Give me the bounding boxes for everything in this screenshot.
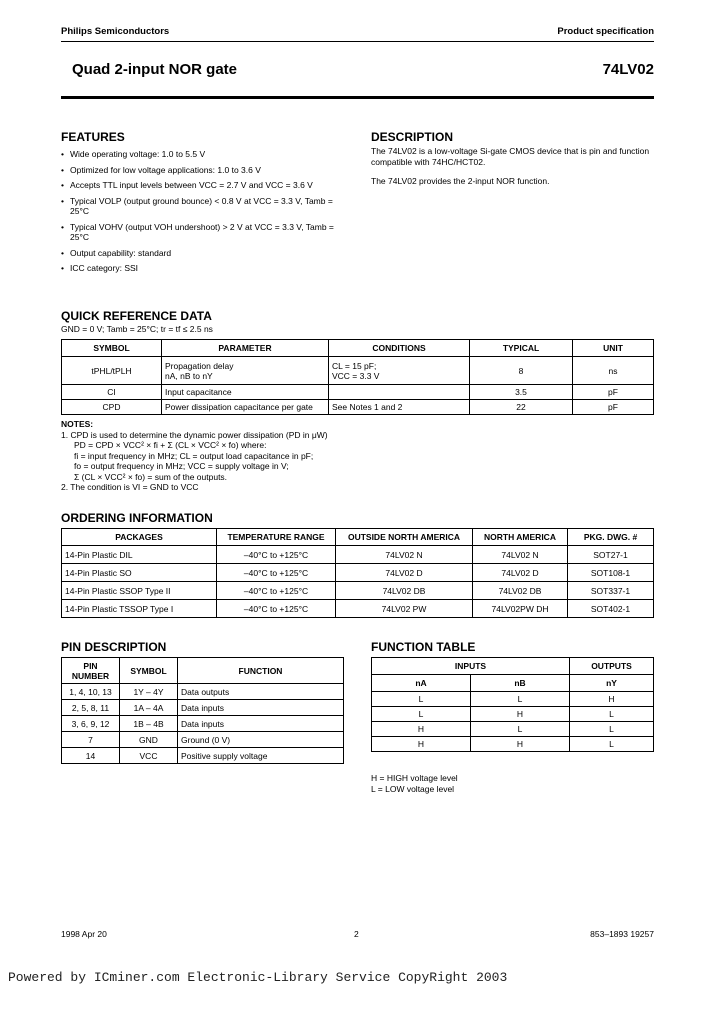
- cell: –40°C to +125°C: [217, 582, 336, 600]
- footer-code: 853–1893 19257: [590, 929, 654, 939]
- col-header: nY: [570, 675, 654, 692]
- col-header: OUTSIDE NORTH AMERICA: [336, 529, 473, 546]
- quick-ref-conditions: GND = 0 V; Tamb = 25°C; tr = tf ≤ 2.5 ns: [61, 324, 213, 334]
- cell: 74LV02 DB: [336, 582, 473, 600]
- description-para-2: The 74LV02 provides the 2-input NOR function.: [371, 176, 550, 186]
- quick-ref-heading: QUICK REFERENCE DATA: [61, 309, 212, 323]
- cell: Power dissipation capacitance per gate: [162, 400, 329, 415]
- cell: [329, 385, 470, 400]
- col-header: FUNCTION: [178, 658, 344, 684]
- table-row: [62, 400, 654, 415]
- features-list: [61, 149, 346, 279]
- inputs-group-header: INPUTS: [372, 658, 570, 675]
- cell: Input capacitance: [162, 385, 329, 400]
- cell: 8: [470, 357, 573, 385]
- cell: L: [570, 722, 654, 737]
- cell: H: [372, 722, 471, 737]
- cell: 7: [62, 732, 120, 748]
- part-number: 74LV02: [602, 61, 654, 78]
- cell: L: [570, 737, 654, 752]
- table-row: [372, 737, 654, 752]
- company-name: Philips Semiconductors: [61, 26, 170, 37]
- col-header: SYMBOL: [120, 658, 178, 684]
- cell: Data inputs: [178, 700, 344, 716]
- feature-item: • Wide operating voltage: 1.0 to 5.5 V: [61, 149, 346, 160]
- table-row: [62, 700, 344, 716]
- table-row: [62, 546, 654, 564]
- pin-description-table: [61, 657, 344, 764]
- note-line: 2. The condition is VI = GND to VCC: [61, 482, 199, 492]
- feature-item: • ICC category: SSI: [61, 263, 346, 274]
- cell: Data inputs: [178, 716, 344, 732]
- table-row: [62, 600, 654, 618]
- quick-ref-table: [61, 339, 654, 415]
- page-title: Quad 2-input NOR gate: [72, 61, 237, 78]
- cell: Positive supply voltage: [178, 748, 344, 764]
- cell: SOT108-1: [568, 564, 654, 582]
- col-header: nA: [372, 675, 471, 692]
- cell: CL = 15 pF; VCC = 3.3 V: [329, 357, 470, 385]
- cell: 74LV02 D: [336, 564, 473, 582]
- description-para-1: The 74LV02 is a low-voltage Si-gate CMOS device that is pin and function compatible with 74HC/HCT02.: [371, 146, 650, 167]
- cell: L: [471, 722, 570, 737]
- ordering-table: [61, 528, 654, 618]
- table-row: [372, 722, 654, 737]
- cell: VCC: [120, 748, 178, 764]
- col-header: TYPICAL: [470, 340, 573, 357]
- col-header: NORTH AMERICA: [473, 529, 568, 546]
- footer-date: 1998 Apr 20: [61, 929, 107, 939]
- cell: –40°C to +125°C: [217, 564, 336, 582]
- function-table: [371, 657, 654, 752]
- cell: pF: [573, 400, 654, 415]
- cell: 14-Pin Plastic TSSOP Type I: [62, 600, 217, 618]
- cell: CPD: [62, 400, 162, 415]
- notes-block: [61, 419, 481, 493]
- cell: 3.5: [470, 385, 573, 400]
- cell: H: [372, 737, 471, 752]
- col-header: CONDITIONS: [329, 340, 470, 357]
- note-line: 1. CPD is used to determine the dynamic power dissipation (PD in μW): [61, 429, 328, 440]
- cell: L: [570, 707, 654, 722]
- cell: CI: [62, 385, 162, 400]
- outputs-group-header: OUTPUTS: [570, 658, 654, 675]
- table-header-row: [62, 340, 654, 357]
- cell: –40°C to +125°C: [217, 600, 336, 618]
- cell: Data outputs: [178, 684, 344, 700]
- cell: 1A – 4A: [120, 700, 178, 716]
- cell: 74LV02 N: [473, 546, 568, 564]
- table-row: [372, 692, 654, 707]
- notes-heading: NOTES:: [61, 419, 94, 429]
- feature-item: • Typical VOHV (output VOH undershoot) > 2 V at VCC = 3.3 V, Tamb = 25°C: [61, 222, 346, 243]
- cell: 74LV02 N: [336, 546, 473, 564]
- cell: pF: [573, 385, 654, 400]
- table-row: [62, 732, 344, 748]
- feature-item: • Output capability: standard: [61, 248, 346, 259]
- cell: –40°C to +125°C: [217, 546, 336, 564]
- table-header-row: [62, 658, 344, 684]
- cell: 14-Pin Plastic SO: [62, 564, 217, 582]
- feature-item: • Accepts TTL input levels between VCC = 2.7 V and VCC = 3.6 V: [61, 180, 346, 191]
- cell: SOT402-1: [568, 600, 654, 618]
- table-header-row: [372, 658, 654, 675]
- col-header: PKG. DWG. #: [568, 529, 654, 546]
- cell: H: [471, 737, 570, 752]
- cell: 22: [470, 400, 573, 415]
- description-heading: DESCRIPTION: [371, 130, 454, 144]
- table-row: [62, 684, 344, 700]
- table-row: [62, 564, 654, 582]
- cell: 3, 6, 9, 12: [62, 716, 120, 732]
- note-line: fo = output frequency in MHz; VCC = supply voltage in V;: [74, 461, 289, 471]
- cell: SOT27-1: [568, 546, 654, 564]
- table-header-row: [62, 529, 654, 546]
- function-table-heading: FUNCTION TABLE: [371, 640, 476, 654]
- table-row: [62, 357, 654, 385]
- pin-description-heading: PIN DESCRIPTION: [61, 640, 167, 654]
- col-header: SYMBOL: [62, 340, 162, 357]
- table-row: [62, 582, 654, 600]
- cell: L: [372, 692, 471, 707]
- cell: 74LV02 PW: [336, 600, 473, 618]
- cell: H: [471, 707, 570, 722]
- col-header: nB: [471, 675, 570, 692]
- powered-by-banner: Powered by ICminer.com Electronic-Library Service CopyRight 2003: [8, 970, 508, 985]
- page-number: 2: [354, 929, 359, 939]
- legend-low: L = LOW voltage level: [371, 784, 455, 794]
- cell: 74LV02 D: [473, 564, 568, 582]
- legend-high: H = HIGH voltage level: [371, 773, 458, 783]
- table-row: [62, 385, 654, 400]
- cell: Propagation delay nA, nB to nY: [162, 357, 329, 385]
- note-line: Σ (CL × VCC² × fo) = sum of the outputs.: [74, 471, 228, 482]
- document-type: Product specification: [557, 26, 654, 37]
- title-rule: [61, 96, 654, 99]
- header-rule: [61, 41, 654, 42]
- feature-item: • Typical VOLP (output ground bounce) < 0.8 V at VCC = 3.3 V, Tamb = 25°C: [61, 196, 346, 217]
- cell: H: [570, 692, 654, 707]
- cell: 1Y – 4Y: [120, 684, 178, 700]
- cell: GND: [120, 732, 178, 748]
- table-row: [62, 716, 344, 732]
- cell: L: [372, 707, 471, 722]
- table-row: [372, 707, 654, 722]
- cell: tPHL/tPLH: [62, 357, 162, 385]
- note-line: fi = input frequency in MHz; CL = output load capacitance in pF;: [74, 450, 314, 461]
- ordering-heading: ORDERING INFORMATION: [61, 511, 213, 525]
- col-header: TEMPERATURE RANGE: [217, 529, 336, 546]
- cell: 74LV02PW DH: [473, 600, 568, 618]
- table-header-row: [372, 675, 654, 692]
- cell: See Notes 1 and 2: [329, 400, 470, 415]
- col-header: PIN NUMBER: [62, 658, 120, 684]
- col-header: PACKAGES: [62, 529, 217, 546]
- features-heading: FEATURES: [61, 130, 125, 144]
- feature-item: • Optimized for low voltage applications: 1.0 to 3.6 V: [61, 165, 346, 176]
- cell: 74LV02 DB: [473, 582, 568, 600]
- cell: Ground (0 V): [178, 732, 344, 748]
- function-legend: [371, 773, 458, 795]
- table-row: [62, 748, 344, 764]
- cell: 14-Pin Plastic SSOP Type II: [62, 582, 217, 600]
- cell: L: [471, 692, 570, 707]
- cell: 1, 4, 10, 13: [62, 684, 120, 700]
- cell: 14-Pin Plastic DIL: [62, 546, 217, 564]
- col-header: UNIT: [573, 340, 654, 357]
- cell: 14: [62, 748, 120, 764]
- col-header: PARAMETER: [162, 340, 329, 357]
- cell: SOT337-1: [568, 582, 654, 600]
- cell: 2, 5, 8, 11: [62, 700, 120, 716]
- cell: 1B – 4B: [120, 716, 178, 732]
- note-line: PD = CPD × VCC² × fi + Σ (CL × VCC² × fo) where:: [74, 440, 267, 450]
- cell: ns: [573, 357, 654, 385]
